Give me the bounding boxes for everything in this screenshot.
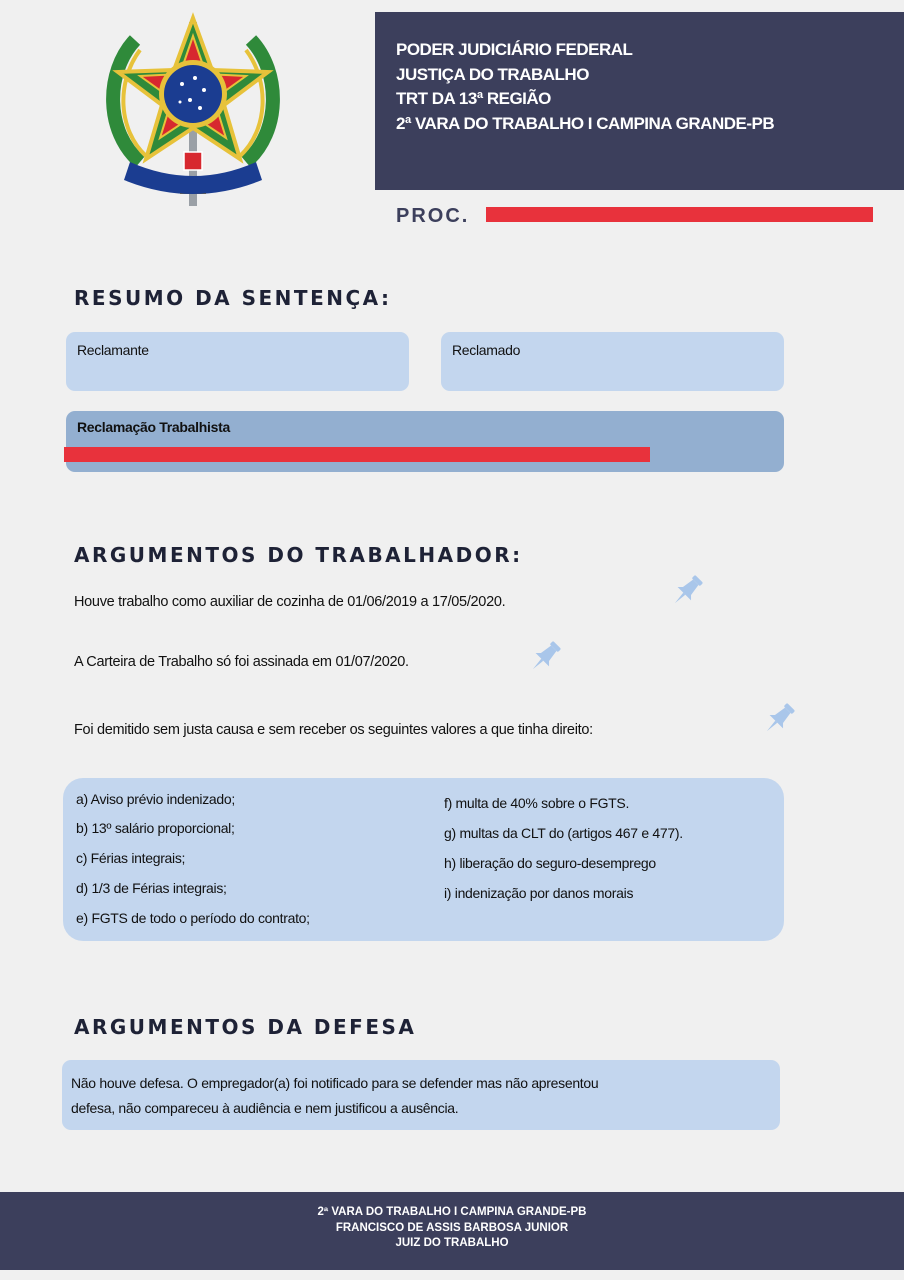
header-line-1: PODER JUDICIÁRIO FEDERAL: [396, 40, 633, 59]
footer: [0, 1192, 904, 1270]
defendant-box: [441, 332, 784, 391]
defense-text-line-2: defesa, não compareceu à audiência e nem justificou a ausência.: [71, 1100, 459, 1116]
defense-box: [62, 1060, 780, 1130]
process-label: PROC.: [396, 205, 470, 227]
summary-title: RESUMO DA SENTENÇA:: [74, 286, 392, 310]
plaintiff-label: Reclamante: [77, 342, 149, 358]
claim-box: [66, 411, 784, 472]
footer-judge-name: FRANCISCO DE ASSIS BARBOSA JUNIOR: [335, 1221, 569, 1234]
court-header: [375, 12, 904, 190]
footer-judge-title: JUIZ DO TRABALHO: [395, 1237, 509, 1249]
footer-court: 2ª VARA DO TRABALHO I CAMPINA GRANDE-PB: [317, 1206, 587, 1218]
defendant-label: Reclamado: [452, 342, 521, 358]
claim-item-c: c) Férias integrais;: [76, 850, 186, 866]
claim-item-a: a) Aviso prévio indenizado;: [76, 791, 235, 807]
claim-type-label: Reclamação Trabalhista: [77, 419, 230, 435]
worker-argument-1: Houve trabalho como auxiliar de cozinha de 01/06/2019 a 17/05/2020.: [74, 594, 506, 610]
claim-item-d: d) 1/3 de Férias integrais;: [76, 880, 227, 896]
plaintiff-box: [66, 332, 409, 391]
claim-item-f: f) multa de 40% sobre o FGTS.: [444, 795, 630, 811]
claim-item-b: b) 13º salário proporcional;: [76, 820, 235, 836]
defense-title: ARGUMENTOS DA DEFESA: [74, 1015, 417, 1039]
defense-text-line-1: Não houve defesa. O empregador(a) foi notificado para se defender mas não apresentou: [71, 1075, 599, 1091]
header-line-2: JUSTIÇA DO TRABALHO: [396, 64, 589, 84]
pin-icon: [668, 572, 706, 610]
pin-icon: [760, 700, 798, 738]
claim-item-g: g) multas da CLT do (artigos 467 e 477).: [444, 825, 683, 841]
coat-of-arms-icon: [100, 12, 286, 208]
claim-item-i: i) indenização por danos morais: [444, 885, 634, 901]
pin-icon: [526, 638, 564, 676]
claim-item-e: e) FGTS de todo o período do contrato;: [76, 910, 310, 926]
header-line-3: TRT DA 13ª REGIÃO: [396, 89, 551, 108]
worker-argument-2: A Carteira de Trabalho só foi assinada em 01/07/2020.: [74, 654, 409, 670]
process-number-redaction: [486, 207, 873, 222]
worker-argument-3: Foi demitido sem justa causa e sem receber os seguintes valores a que tinha direito:: [74, 722, 593, 738]
header-line-4: 2ª VARA DO TRABALHO I CAMPINA GRANDE-PB: [396, 113, 775, 133]
claim-redaction: [64, 447, 650, 462]
worker-arguments-title: ARGUMENTOS DO TRABALHADOR:: [74, 543, 523, 567]
claim-item-h: h) liberação do seguro-desemprego: [444, 855, 656, 871]
